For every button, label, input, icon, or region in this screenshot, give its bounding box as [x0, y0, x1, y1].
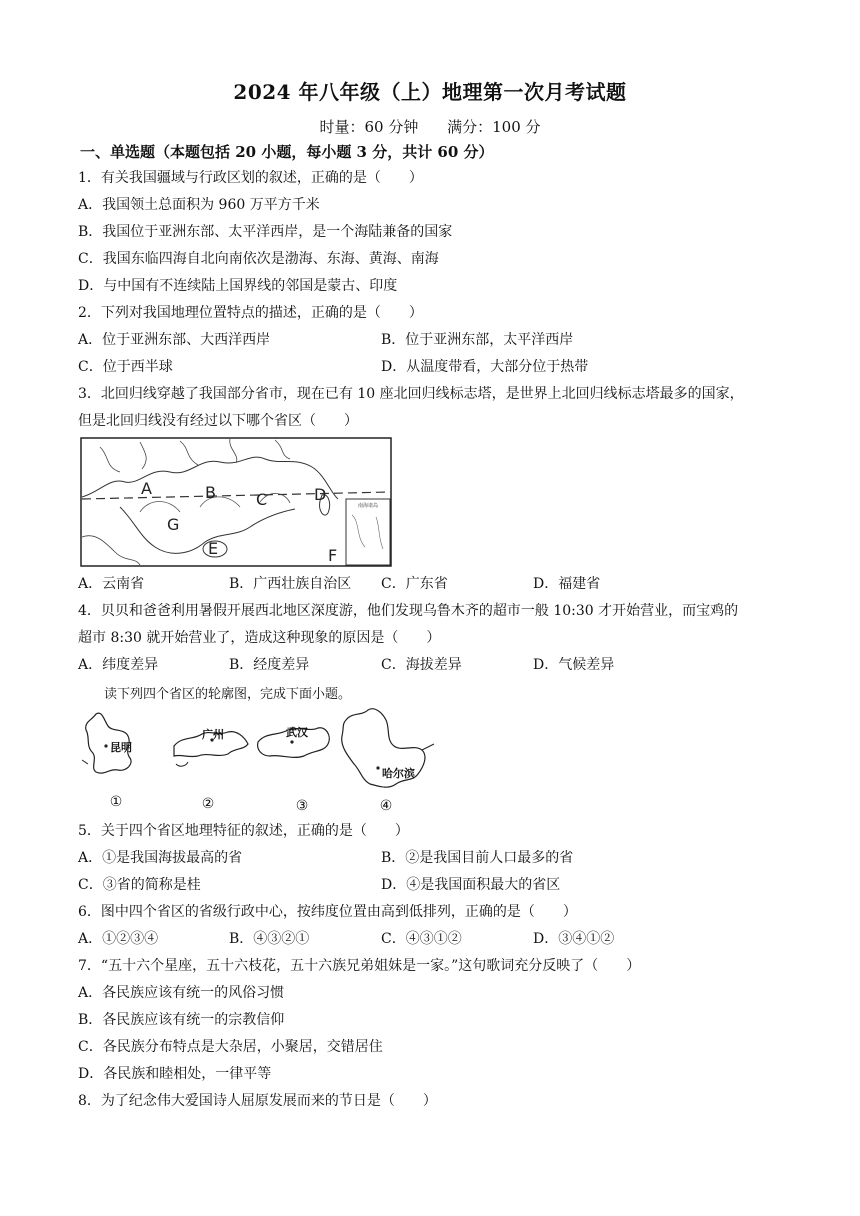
q1-option-a: A．我国领土总面积为 960 万平方千米 — [78, 197, 320, 213]
q7-option-c: C．各民族分布特点是大杂居，小聚居，交错居住 — [78, 1039, 383, 1055]
q7-option-d: D．各民族和睦相处，一律平等 — [78, 1066, 272, 1082]
q2-option-a: A．位于亚洲东部、大西洋西岸 — [78, 332, 271, 348]
q3-option-b: B．广西壮族自治区 — [229, 576, 352, 592]
q3-stem-line2: 但是北回归线没有经过以下哪个省区（ ） — [78, 413, 358, 429]
province-num-4: ④ — [379, 798, 393, 814]
q6-option-c: C．④③①② — [381, 931, 462, 947]
q6-stem: 6．图中四个省区的省级行政中心，按纬度位置由高到低排列，正确的是（ ） — [78, 904, 577, 920]
province-num-1: ① — [109, 794, 123, 810]
q5-option-a: A．①是我国海拔最高的省 — [78, 850, 243, 866]
q4-option-d: D．气候差异 — [533, 657, 615, 673]
q1-option-c: C．我国东临四海自北向南依次是渤海、东海、黄海、南海 — [78, 251, 439, 267]
tropic-map — [80, 437, 392, 567]
q7-stem: 7．“五十六个星座，五十六枝花，五十六族兄弟姐妹是一家。”这句歌词充分反映了（ ） — [78, 958, 641, 974]
q4-stem-line2: 超市 8:30 就开始营业了，造成这种现象的原因是（ ） — [78, 630, 441, 646]
map-letter-g: G — [167, 515, 180, 534]
q1-option-b: B．我国位于亚洲东部、太平洋西岸，是一个海陆兼备的国家 — [78, 224, 453, 240]
q5-stem: 5．关于四个省区地理特征的叙述，正确的是（ ） — [78, 823, 409, 839]
q3-option-a: A．云南省 — [78, 576, 145, 592]
q5-option-b: B．②是我国目前人口最多的省 — [381, 850, 574, 866]
svg-text:南海诸岛: 南海诸岛 — [357, 503, 379, 509]
q1-option-d: D．与中国有不连续陆上国界线的邻国是蒙古、印度 — [78, 278, 398, 294]
q2-option-b: B．位于亚洲东部，太平洋西岸 — [381, 332, 574, 348]
q4-stem-line1: 4．贝贝和爸爸利用暑假开展西北地区深度游，他们发现乌鲁木齐的超市一般 10:30 才开始营业，而宝鸡的 — [78, 603, 739, 619]
q4-option-a: A．纬度差异 — [78, 657, 159, 673]
q6-option-b: B．④③②① — [229, 931, 310, 947]
q3-stem-line1: 3．北回归线穿越了我国部分省市，现在已有 10 座北回归线标志塔，是世界上北回归线标志塔最多的国家， — [78, 386, 744, 402]
exam-time: 时量：60 分钟 — [319, 118, 419, 136]
q7-option-a: A．各民族应该有统一的风俗习惯 — [78, 985, 285, 1001]
q4-option-b: B．经度差异 — [229, 657, 310, 673]
map-letter-b: B — [205, 483, 216, 502]
exam-score: 满分：100 分 — [447, 118, 541, 136]
q2-option-c: C．位于西半球 — [78, 359, 173, 375]
q7-option-b: B．各民族应该有统一的宗教信仰 — [78, 1012, 285, 1028]
section-heading: 一、单选题（本题包括 20 小题，每小题 3 分，共计 60 分） — [80, 143, 494, 161]
city-wuhan: 武汉 — [286, 726, 308, 739]
q8-stem: 8．为了纪念伟大爱国诗人屈原发展而来的节日是（ ） — [78, 1093, 437, 1109]
q5-option-d: D．④是我国面积最大的省区 — [381, 877, 561, 893]
q3-option-d: D．福建省 — [533, 576, 601, 592]
city-guangzhou: 广州 — [202, 728, 224, 741]
map-letter-d: D — [314, 485, 327, 504]
exam-info — [0, 116, 860, 137]
q2-option-d: D．从温度带看，大部分位于热带 — [381, 359, 589, 375]
map-letter-f: F — [328, 546, 338, 565]
province-outlines — [78, 706, 438, 818]
province-num-3: ③ — [295, 798, 309, 814]
map-letter-c: C — [256, 490, 268, 509]
city-harbin: 哈尔滨 — [382, 767, 415, 780]
q5-option-c: C．③省的简称是桂 — [78, 877, 201, 893]
q6-option-d: D．③④①② — [533, 931, 615, 947]
instruction-text: 读下列四个省区的轮廓图，完成下面小题。 — [104, 687, 352, 702]
city-kunming: 昆明 — [110, 741, 132, 754]
page-title: 2024 年八年级（上）地理第一次月考试题 — [233, 80, 627, 104]
q6-option-a: A．①②③④ — [78, 931, 159, 947]
province-num-2: ② — [201, 796, 215, 812]
q2-stem: 2．下列对我国地理位置特点的描述，正确的是（ ） — [78, 305, 423, 321]
q3-option-c: C．广东省 — [381, 576, 448, 592]
q4-option-c: C．海拔差异 — [381, 657, 462, 673]
q1-stem: 1．有关我国疆域与行政区划的叙述，正确的是（ ） — [78, 170, 423, 186]
map-letter-e: E — [208, 539, 219, 558]
map-letter-a: A — [141, 479, 152, 498]
